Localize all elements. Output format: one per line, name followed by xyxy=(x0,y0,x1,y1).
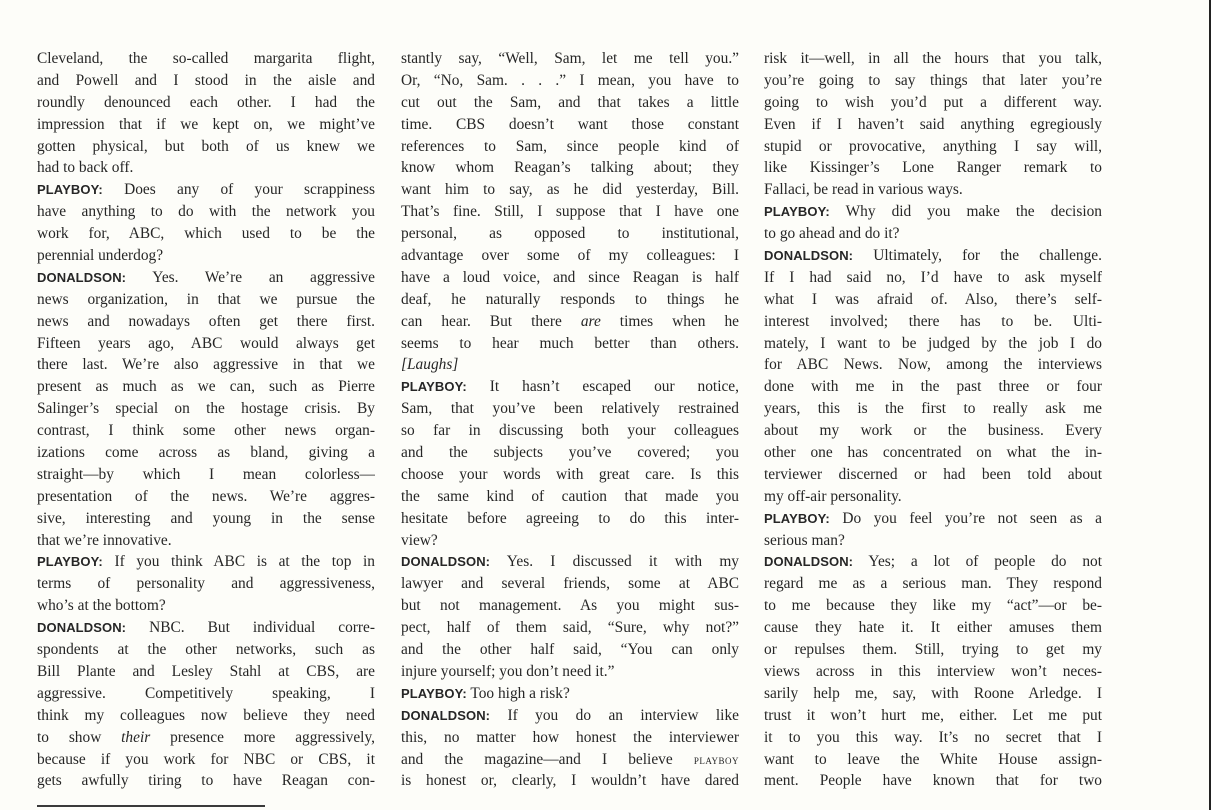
text-line: had to back off. xyxy=(37,159,134,177)
text-line xyxy=(764,201,1102,223)
text-line xyxy=(401,749,739,771)
text-line: Sam, that you’ve been relatively restrained xyxy=(401,400,739,418)
text-line: news and nowadays often get there first. xyxy=(37,312,375,330)
text-line: my off-air personality. xyxy=(764,487,902,505)
text-line: Or, “No, Sam. . . .” I mean, you have to xyxy=(401,71,739,89)
text-line: sive, interesting and young in the sense xyxy=(37,509,375,527)
text-line: hesitate before agreeing to do this inter- xyxy=(401,509,739,527)
text-run: Does any of your scrappiness xyxy=(124,181,375,199)
text-line: and the subjects you’ve covered; you xyxy=(401,444,739,462)
text-line: years, this is the first to really ask me xyxy=(764,400,1102,418)
speaker-label: DONALDSON: xyxy=(764,248,854,264)
speaker-label: PLAYBOY: xyxy=(37,182,103,198)
text-line: the same kind of caution that made you xyxy=(401,487,739,505)
text-line: ment. People have known that for two xyxy=(764,772,1102,790)
text-line: gotten physical, but both of us knew we xyxy=(37,137,375,155)
text-line: interest involved; there has to be. Ulti- xyxy=(764,312,1102,330)
text-line: know whom Reagan’s talking about; they xyxy=(401,159,739,177)
text-line: sarily help me, say, with Roone Arledge. I xyxy=(764,684,1102,702)
text-line: aggressive. Competitively speaking, I xyxy=(37,684,375,702)
text-line xyxy=(764,245,1102,267)
text-line: you’re going to say things that later you’re xyxy=(764,71,1102,89)
text-line: but not management. As you might sus- xyxy=(401,597,739,615)
text-line: work for, ABC, which used to be the xyxy=(37,225,375,243)
text-run: times when he xyxy=(600,312,739,330)
text-line: stupid or provocative, anything I say will, xyxy=(764,137,1102,155)
text-line: other one has concentrated on what the in- xyxy=(764,444,1102,462)
text-line: about my work or the business. Every xyxy=(764,422,1102,440)
text-line xyxy=(37,551,375,573)
text-line xyxy=(401,705,739,727)
text-line: roundly denounced each other. I had the xyxy=(37,93,375,111)
text-line: done with me in the past three or four xyxy=(764,378,1102,396)
text-line: Fifteen years ago, ABC would always get xyxy=(37,334,375,352)
text-line: views across in this interview won’t neces- xyxy=(764,662,1102,680)
text-line xyxy=(401,311,739,333)
text-line: risk it—well, in all the hours that you talk, xyxy=(764,50,1102,67)
text-line: this, no matter how honest the interviewer xyxy=(401,728,739,746)
italic-text: are xyxy=(580,312,601,330)
text-line: regard me as a serious man. They respond xyxy=(764,575,1102,593)
text-line: what I was afraid of. Also, there’s self- xyxy=(764,290,1102,308)
text-line: gets awfully tiring to have Reagan con- xyxy=(37,772,375,790)
text-line: view? xyxy=(401,531,438,549)
text-line xyxy=(401,376,739,398)
text-line: present as much as we can, such as Pierre xyxy=(37,378,375,396)
text-line: izations come across as bland, giving a xyxy=(37,444,375,462)
text-line xyxy=(37,727,375,749)
text-line xyxy=(401,551,739,573)
text-line: going to wish you’d put a different way. xyxy=(764,93,1102,111)
text-line: trust it won’t hurt me, either. Let me put xyxy=(764,706,1102,724)
text-column-2 xyxy=(401,48,739,792)
text-run: Do you feel you’re not seen as a xyxy=(842,509,1102,527)
footer-rule xyxy=(37,805,265,807)
text-run: Ultimately, for the challenge. xyxy=(873,247,1102,265)
italic-text: their xyxy=(121,728,151,746)
text-run: Why did you make the decision xyxy=(845,203,1102,221)
text-line: terms of personality and aggressiveness, xyxy=(37,575,375,593)
text-line: choose your words with great care. Is this xyxy=(401,465,739,483)
text-run: to show xyxy=(37,728,122,746)
text-line: to go ahead and do it? xyxy=(764,225,900,243)
text-line xyxy=(37,267,375,289)
text-line xyxy=(37,617,375,639)
speaker-label: PLAYBOY: xyxy=(764,204,830,220)
text-line: Bill Plante and Lesley Stahl at CBS, are xyxy=(37,662,375,680)
text-line: that we’re innovative. xyxy=(37,531,172,549)
text-line: references to Sam, since people kind of xyxy=(401,137,739,155)
text-line: injure yourself; you don’t need it.” xyxy=(401,662,615,680)
text-line: think my colleagues now believe they need xyxy=(37,706,375,724)
text-line: there last. We’re also aggressive in that we xyxy=(37,356,375,374)
text-line: have anything to do with the network you xyxy=(37,203,375,221)
text-line: Salinger’s special on the hostage crisis. By xyxy=(37,400,375,418)
text-line: advantage over some of my colleagues: I xyxy=(401,247,739,265)
speaker-label: PLAYBOY: xyxy=(401,379,467,395)
text-line: is honest or, clearly, I wouldn’t have dared xyxy=(401,772,739,790)
text-line: because if you work for NBC or CBS, it xyxy=(37,750,375,768)
text-line: That’s fine. Still, I suppose that I have one xyxy=(401,203,739,221)
speaker-label: DONALDSON: xyxy=(764,554,854,570)
text-run: and the magazine—and I believe xyxy=(401,750,694,768)
text-line: Cleveland, the so-called margarita flight, xyxy=(37,50,375,67)
text-column-3 xyxy=(764,48,1102,792)
text-line: time. CBS doesn’t want those constant xyxy=(401,115,739,133)
text-line: lawyer and several friends, some at ABC xyxy=(401,575,739,593)
text-run: Yes; a lot of people do not xyxy=(868,553,1102,571)
text-line: serious man? xyxy=(764,531,845,549)
speaker-label: DONALDSON: xyxy=(37,620,127,636)
text-line: perennial underdog? xyxy=(37,247,164,265)
text-line: to me because they like my “act”—or be- xyxy=(764,597,1102,615)
text-run: can hear. But there xyxy=(401,312,581,330)
text-run: NBC. But individual corre- xyxy=(149,619,375,637)
text-line xyxy=(401,683,739,705)
text-run: Too high a risk? xyxy=(470,684,570,702)
text-line: If I had said no, I’d have to ask myself xyxy=(764,268,1102,286)
text-line: mately, I want to be judged by the job I do xyxy=(764,334,1102,352)
magazine-name: playboy xyxy=(693,751,739,767)
text-line: and the other half said, “You can only xyxy=(401,641,739,659)
text-line: personal, as opposed to institutional, xyxy=(401,225,739,243)
text-line: stantly say, “Well, Sam, let me tell you.” xyxy=(401,50,739,67)
text-line: cut out the Sam, and that takes a little xyxy=(401,93,739,111)
text-line: who’s at the bottom? xyxy=(37,597,166,615)
text-line xyxy=(37,179,375,201)
italic-text: [Laughs] xyxy=(401,356,459,374)
text-run: presence more aggressively, xyxy=(150,728,375,746)
speaker-label: DONALDSON: xyxy=(37,269,127,285)
text-line: like Kissinger’s Lone Ranger remark to xyxy=(764,159,1102,177)
text-line: presentation of the news. We’re aggres- xyxy=(37,487,375,505)
text-run: If you do an interview like xyxy=(507,706,739,724)
text-run: Yes. I discussed it with my xyxy=(506,553,739,571)
text-run: It hasn’t escaped our notice, xyxy=(489,378,739,396)
text-line: want him to say, as he did yesterday, Bill. xyxy=(401,181,739,199)
text-line: news organization, in that we pursue the xyxy=(37,290,375,308)
text-line: deaf, he naturally responds to things he xyxy=(401,290,739,308)
text-line: contrast, I think some other news organ- xyxy=(37,422,375,440)
text-line: pect, half of them said, “Sure, why not?” xyxy=(401,619,739,637)
text-line: straight—by which I mean colorless— xyxy=(37,465,375,483)
text-line: terviewer discerned or had been told about xyxy=(764,465,1102,483)
text-line: it to you this way. It’s no secret that I xyxy=(764,728,1102,746)
text-line: spondents at the other networks, such as xyxy=(37,641,375,659)
speaker-label: PLAYBOY: xyxy=(401,685,467,701)
text-line: for ABC News. Now, among the interviews xyxy=(764,356,1102,374)
text-line: so far in discussing both your colleagues xyxy=(401,422,739,440)
text-line xyxy=(764,508,1102,530)
speaker-label: DONALDSON: xyxy=(401,707,491,723)
text-run: Yes. We’re an aggressive xyxy=(152,268,375,286)
text-line: and Powell and I stood in the aisle and xyxy=(37,71,375,89)
text-line: or repulses them. Still, trying to get my xyxy=(764,641,1102,659)
text-line: impression that if we kept on, we might’ve xyxy=(37,115,375,133)
text-line: seems to hear much better than others. xyxy=(401,334,739,352)
text-line xyxy=(764,551,1102,573)
text-line: Fallaci, be read in various ways. xyxy=(764,181,963,199)
text-line: Even if I haven’t said anything egregiously xyxy=(764,115,1102,133)
text-line: have a loud voice, and since Reagan is half xyxy=(401,268,739,286)
speaker-label: PLAYBOY: xyxy=(37,554,103,570)
speaker-label: PLAYBOY: xyxy=(764,510,830,526)
text-run: If you think ABC is at the top in xyxy=(114,553,375,571)
speaker-label: DONALDSON: xyxy=(401,554,491,570)
text-line: cause they hate it. It either amuses them xyxy=(764,619,1102,637)
text-column-1 xyxy=(37,48,375,792)
text-line xyxy=(401,354,739,376)
text-line: want to leave the White House assign- xyxy=(764,750,1102,768)
